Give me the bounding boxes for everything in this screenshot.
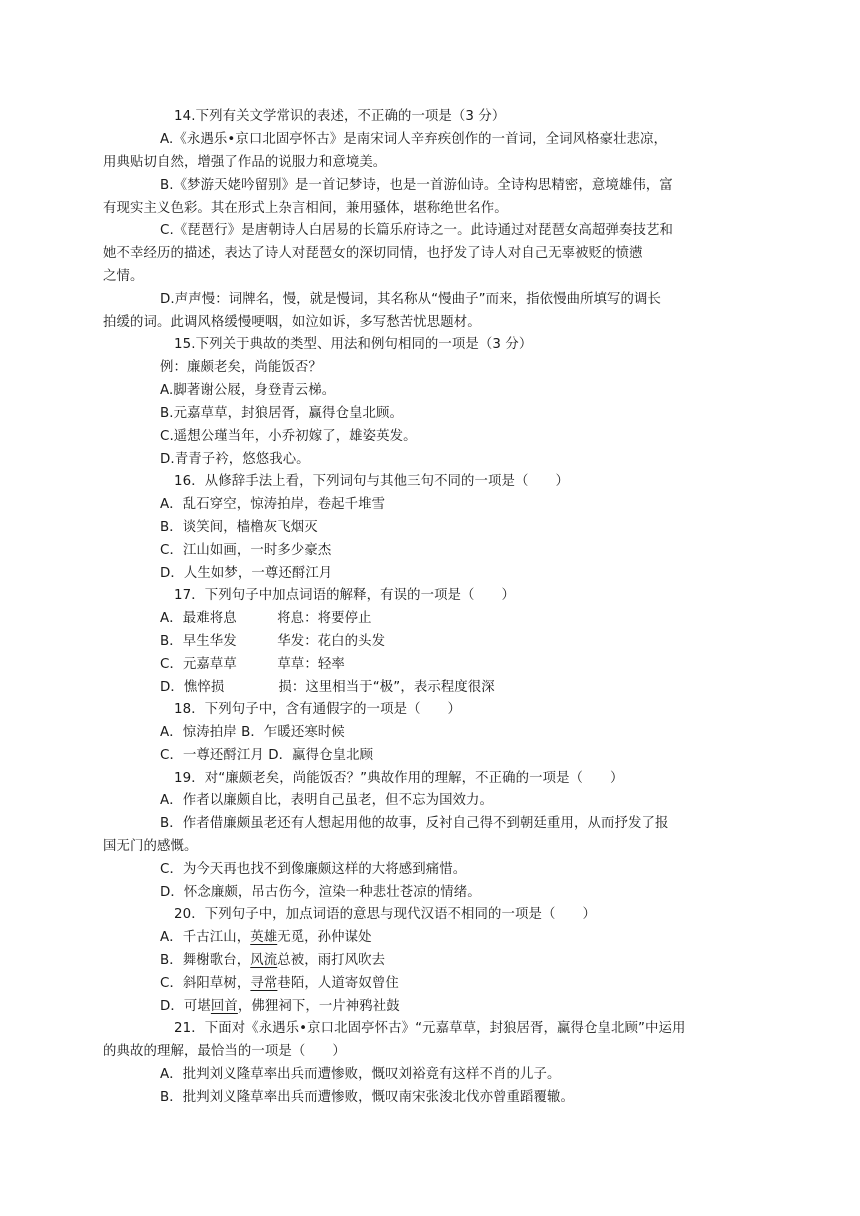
text-line: B.《梦游天姥吟留别》是一首记梦诗，也是一首游仙诗。全诗构思精密，意境雄伟，富 bbox=[160, 178, 673, 193]
text-line: D．人生如梦，一尊还酹江月 bbox=[160, 566, 333, 581]
option-text: A．千古江山， bbox=[160, 930, 251, 945]
text-line: B．批判刘义隆草率出兵而遭惨败，慨叹南宋张浚北伐亦曾重蹈覆辙。 bbox=[160, 1090, 575, 1105]
underlined-word: 回首 bbox=[210, 999, 238, 1014]
option-text: B．舞榭歌台， bbox=[160, 953, 251, 968]
text-line: 她不幸经历的描述，表达了诗人对琵琶女的深切同情，也抒发了诗人对自己无辜被贬的愤懑 bbox=[103, 246, 643, 261]
option-text: 无觅，孙仲谋处 bbox=[277, 930, 372, 945]
text-line: 14.下列有关文学常识的表述，不正确的一项是（3 分） bbox=[174, 109, 506, 124]
text-line: 20．下列句子中，加点词语的意思与现代汉语不相同的一项是（ ） bbox=[174, 907, 596, 922]
underlined-word: 寻常 bbox=[250, 976, 278, 991]
text-line: B．谈笑间，樯橹灰飞烟灭 bbox=[160, 520, 318, 535]
text-line: A.《永遇乐•京口北固亭怀古》是南宋词人辛弃疾创作的一首词，全词风格豪壮悲凉， bbox=[160, 132, 668, 147]
option-line bbox=[160, 929, 372, 947]
text-line: A．惊涛拍岸 B．乍暖还寒时候 bbox=[160, 725, 345, 740]
option-text: ，佛狸祠下，一片神鸦社鼓 bbox=[237, 999, 400, 1014]
text-line: A．乱石穿空，惊涛拍岸，卷起千堆雪 bbox=[160, 497, 386, 512]
text-line: C．江山如画，一时多少豪杰 bbox=[160, 543, 332, 558]
text-line: C.遥想公瑾当年，小乔初嫁了，雄姿英发。 bbox=[160, 429, 417, 444]
text-line: C．一尊还酹江月 D．赢得仓皇北顾 bbox=[160, 748, 374, 763]
text-line: 18．下列句子中，含有通假字的一项是（ ） bbox=[174, 702, 462, 717]
text-line: C．元嘉草草 草草：轻率 bbox=[160, 657, 345, 672]
text-line: D．怀念廉颇，吊古伤今，渲染一种悲壮苍凉的情绪。 bbox=[160, 885, 481, 900]
text-line: 有现实主义色彩。其在形式上杂言相间，兼用骚体，堪称绝世名作。 bbox=[103, 201, 508, 216]
text-line: 之情。 bbox=[103, 269, 144, 284]
option-text: 总被，雨打风吹去 bbox=[277, 953, 386, 968]
text-line: 国无门的感慨。 bbox=[103, 839, 198, 854]
option-line bbox=[160, 975, 399, 993]
option-line bbox=[160, 998, 400, 1016]
text-line: B.元嘉草草，封狼居胥，赢得仓皇北顾。 bbox=[160, 406, 403, 421]
option-text: D．可堪 bbox=[160, 999, 211, 1014]
text-line: D.声声慢：词牌名，慢，就是慢词，其名称从“慢曲子”而来，指依慢曲所填写的调长 bbox=[160, 292, 662, 307]
underlined-word: 英雄 bbox=[250, 930, 278, 945]
text-line: A．批判刘义隆草率出兵而遭惨败，慨叹刘裕竟有这样不肖的儿子。 bbox=[160, 1067, 561, 1082]
option-line bbox=[160, 952, 385, 970]
option-text: C．斜阳草树， bbox=[160, 976, 251, 991]
text-line: A.脚著谢公屐，身登青云梯。 bbox=[160, 383, 336, 398]
text-line: D．憔悴损 损：这里相当于“极”，表示程度很深 bbox=[160, 680, 495, 695]
option-text: 巷陌，人道寄奴曾住 bbox=[277, 976, 399, 991]
text-line: A．最难将息 将息：将要停止 bbox=[160, 611, 372, 626]
text-line: C.《琵琶行》是唐朝诗人白居易的长篇乐府诗之一。此诗通过对琵琶女高超弹奏技艺和 bbox=[160, 223, 673, 238]
text-line: 15.下列关于典故的类型、用法和例句相同的一项是（3 分） bbox=[174, 337, 533, 352]
text-line: 用典贴切自然，增强了作品的说服力和意境美。 bbox=[103, 155, 387, 170]
text-line: C．为今天再也找不到像廉颇这样的大将感到痛惜。 bbox=[160, 862, 467, 877]
text-line: 的典故的理解，最恰当的一项是（ ） bbox=[103, 1044, 346, 1059]
text-line: 拍缓的词。此调风格缓慢哽咽，如泣如诉，多写愁苦忧思题材。 bbox=[103, 315, 481, 330]
text-line: 17．下列句子中加点词语的解释，有误的一项是（ ） bbox=[174, 588, 516, 603]
text-line: 16．从修辞手法上看，下列词句与其他三句不同的一项是（ ） bbox=[174, 474, 569, 489]
text-line: 21．下面对《永遇乐•京口北固亭怀古》“元嘉草草，封狼居胥，赢得仓皇北顾”中运用 bbox=[174, 1021, 686, 1036]
text-line: D.青青子衿，悠悠我心。 bbox=[160, 452, 310, 467]
text-line: 例：廉颇老矣，尚能饭否？ bbox=[160, 360, 322, 375]
text-line: A．作者以廉颇自比，表明自己虽老，但不忘为国效力。 bbox=[160, 793, 494, 808]
text-line: B．早生华发 华发：花白的头发 bbox=[160, 634, 386, 649]
text-line: 19．对“廉颇老矣，尚能饭否？”典故作用的理解，不正确的一项是（ ） bbox=[174, 771, 624, 786]
text-line: B．作者借廉颇虽老还有人想起用他的故事，反衬自己得不到朝廷重用，从而抒发了报 bbox=[160, 816, 669, 831]
underlined-word: 风流 bbox=[250, 953, 278, 968]
